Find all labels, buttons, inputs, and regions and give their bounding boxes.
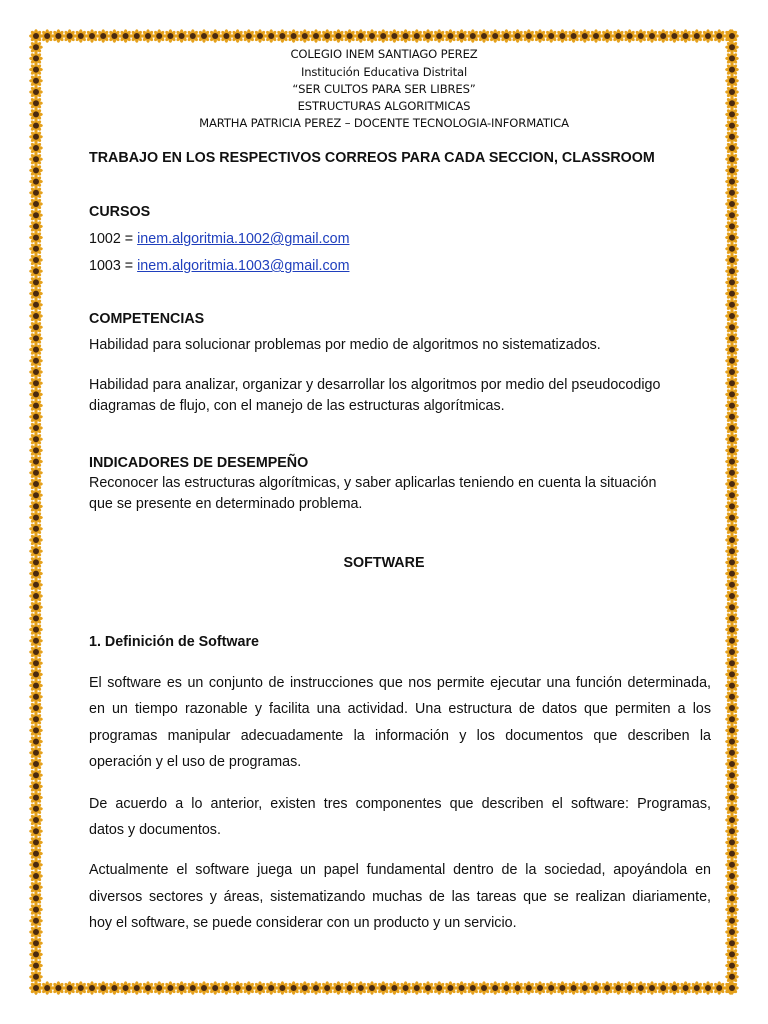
paragraph-line: De acuerdo a lo anterior, existen tres componentes que describen el software: Programas, bbox=[89, 796, 711, 812]
indicadores-title: INDICADORES DE DESEMPEÑO bbox=[89, 455, 309, 471]
paragraph-line: en un tiempo razonable y facilita una actividad. Una estructura de datos que permiten a los bbox=[89, 701, 711, 717]
paragraph-line: El software es un conjunto de instrucciones que nos permite ejecutar una función determinada, bbox=[89, 675, 711, 691]
competencia-paragraph-line: diagramas de flujo, con el manejo de las estructuras algorítmicas. bbox=[89, 398, 505, 414]
school-name: COLEGIO INEM SANTIAGO PEREZ bbox=[290, 47, 478, 61]
curso-item bbox=[89, 229, 349, 249]
institution-type: Institución Educativa Distrital bbox=[300, 65, 468, 79]
paragraph-line: diversos sectores y áreas, sistematizando muchas de las tareas que se realizan diariamente, bbox=[89, 889, 711, 905]
software-title: SOFTWARE bbox=[343, 555, 425, 571]
competencia-paragraph: Habilidad para solucionar problemas por medio de algoritmos no sistematizados. bbox=[89, 337, 601, 353]
curso-label: 1002 = bbox=[89, 231, 138, 247]
curso-email-link[interactable]: inem.algoritmia.1002@gmail.com bbox=[137, 231, 350, 247]
school-motto: “SER CULTOS PARA SER LIBRES” bbox=[292, 82, 476, 96]
definicion-title: 1. Definición de Software bbox=[89, 634, 260, 650]
curso-email-link[interactable]: inem.algoritmia.1003@gmail.com bbox=[137, 258, 350, 274]
competencia-paragraph-line: Habilidad para analizar, organizar y desarrollar los algoritmos por medio del pseudocodigo bbox=[89, 377, 661, 393]
indicador-line: Reconocer las estructuras algorítmicas, y saber aplicarlas teniendo en cuenta la situación bbox=[89, 475, 657, 491]
main-heading: TRABAJO EN LOS RESPECTIVOS CORREOS PARA CADA SECCION, CLASSROOM bbox=[89, 150, 655, 166]
paragraph-line: datos y documentos. bbox=[89, 822, 221, 838]
indicador-line: que se presente en determinado problema. bbox=[89, 496, 363, 512]
subject-name: ESTRUCTURAS ALGORITMICAS bbox=[297, 99, 471, 113]
teacher-name: MARTHA PATRICIA PEREZ – DOCENTE TECNOLOGIA-INFORMATICA bbox=[199, 116, 569, 130]
curso-label: 1003 = bbox=[89, 258, 138, 274]
paragraph-line: programas manipular adecuadamente la información y los documentos que describen la bbox=[89, 728, 711, 744]
paragraph-line: operación y el uso de programas. bbox=[89, 754, 302, 770]
paragraph-line: hoy el software, se puede considerar con un producto y un servicio. bbox=[89, 915, 517, 931]
competencias-title: COMPETENCIAS bbox=[89, 311, 205, 327]
paragraph-line: Actualmente el software juega un papel fundamental dentro de la sociedad, apoyándola en bbox=[89, 862, 711, 878]
curso-item bbox=[89, 256, 349, 276]
cursos-title: CURSOS bbox=[89, 204, 151, 220]
